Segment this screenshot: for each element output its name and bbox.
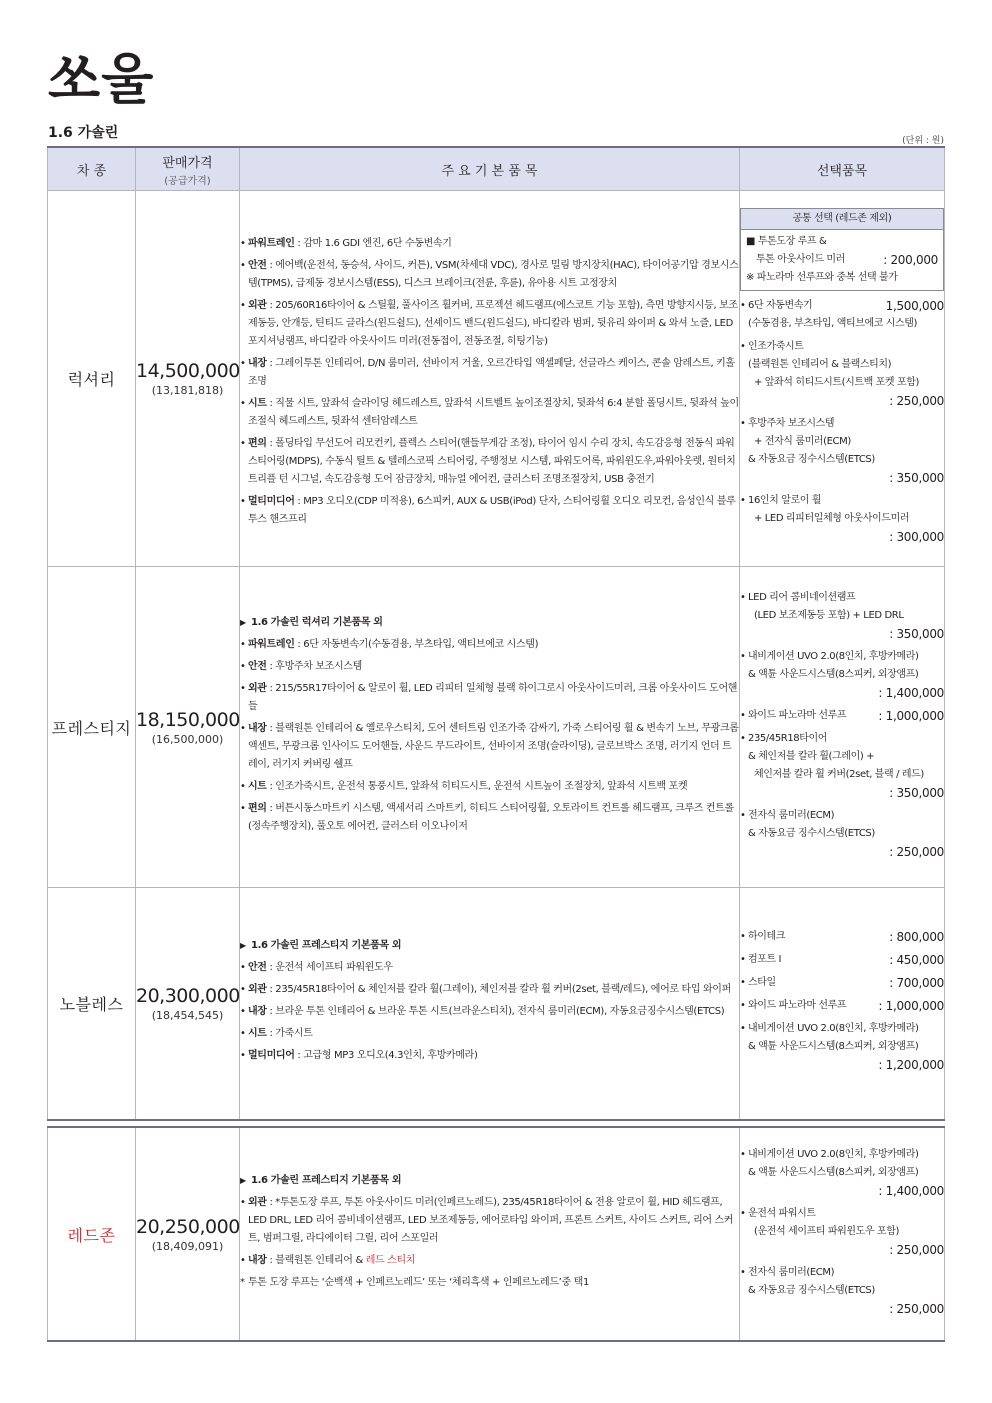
trim-price bbox=[136, 1127, 240, 1341]
option-item: • 내비게이션 UVO 2.0(8인치, 후방카메라) & 액튠 사운드시스템(8스피커, 외장앰프) : 1,400,000 bbox=[740, 648, 944, 702]
option-price: : 200,000 bbox=[883, 253, 938, 267]
trim-name: 럭셔리 bbox=[48, 191, 136, 567]
option-price: : 350,000 bbox=[889, 785, 944, 800]
supply-price: (18,454,545) bbox=[151, 1008, 224, 1022]
option-price: : 1,000,000 bbox=[878, 708, 944, 723]
feature-item: • 내장 : 그레이투톤 인테리어, D/N 룸미러, 선바이저 거울, 오르간타입 액셀페달, 선글라스 케이스, 콘솔 암레스트, 키홀 조명 bbox=[240, 355, 739, 391]
option-item: • 와이드 파노라마 선루프 : 1,000,000 bbox=[740, 997, 944, 1015]
supply-price: (18,409,091) bbox=[151, 1239, 224, 1253]
option-cell bbox=[740, 1127, 945, 1341]
option-price: : 450,000 bbox=[889, 952, 944, 967]
option-item: • 내비게이션 UVO 2.0(8인치, 후방카메라) & 액튠 사운드시스템(8스피커, 외장앰프) : 1,200,000 bbox=[740, 1020, 944, 1074]
feature-heading: ▶ 1.6 가솔린 프레스티지 기본품목 외 bbox=[240, 937, 739, 955]
trim-price bbox=[136, 567, 240, 888]
unit-note: (단위 : 원) bbox=[902, 136, 944, 146]
header-price bbox=[136, 147, 240, 191]
header-trim: 차 종 bbox=[48, 147, 136, 191]
sale-price: 14,500,000 bbox=[136, 360, 240, 382]
feature-item: • 파워트레인 : 감마 1.6 GDI 엔진, 6단 수동변속기 bbox=[240, 235, 739, 253]
feature-cell bbox=[240, 567, 740, 888]
option-item: • 6단 자동변속기 1,500,000 (수동겸용, 부츠타입, 액티브에코 시스템) bbox=[740, 297, 944, 333]
feature-item: • 내장 : 블랙원톤 인테리어 & 레드 스티치 bbox=[240, 1252, 739, 1270]
option-price: : 800,000 bbox=[889, 929, 944, 944]
option-cell bbox=[740, 888, 945, 1120]
page-title: 쏘울 bbox=[48, 48, 155, 111]
sale-price: 20,250,000 bbox=[136, 1215, 240, 1238]
option-cell bbox=[740, 567, 945, 888]
option-price: : 250,000 bbox=[889, 1242, 944, 1257]
option-price: : 1,200,000 bbox=[878, 1057, 944, 1072]
option-item: • 235/45R18타이어 & 체인저블 칼라 휠(그레이) + 체인저블 칼라 휠 커버(2set, 블랙 / 레드) : 350,000 bbox=[740, 730, 944, 802]
common-option-note: ※ 파노라마 선루프와 중복 선택 불가 bbox=[746, 272, 898, 283]
feature-item: • 멀티미디어 : 고급형 MP3 오디오(4.3인치, 후방카메라) bbox=[240, 1047, 739, 1065]
sale-price: 18,150,000 bbox=[136, 708, 240, 731]
option-price: 1,500,000 bbox=[885, 299, 944, 313]
feature-item: • 파워트레인 : 6단 자동변속기(수동겸용, 부츠타입, 액티브에코 시스템) bbox=[240, 636, 739, 654]
table-header-row bbox=[48, 147, 945, 191]
option-item: • 내비게이션 UVO 2.0(8인치, 후방카메라) & 액튠 사운드시스템(8스피커, 외장앰프) : 1,400,000 bbox=[740, 1146, 944, 1200]
option-price: : 1,400,000 bbox=[878, 1183, 944, 1198]
option-price: : 1,400,000 bbox=[878, 685, 944, 700]
header-price-label: 판매가격 bbox=[162, 155, 213, 171]
option-item: • 후방주차 보조시스템 + 전자식 룸미러(ECM) & 자동요금 징수시스템(ETCS) : 350,000 bbox=[740, 415, 944, 487]
feature-item: • 외관 : *투톤도장 루프, 투톤 아웃사이드 미러(인페르노레드), 235/45R18타이어 & 전용 알로이 휠, HID 헤드램프, LED DRL, LED 리어 콤비네이션램프, LED 보조제동등, 에어로타입 와이퍼, 프론트 스커트, 사이드 스커트, 리어 스커트, 범퍼그릴, 라디에이터 그릴, 리어 스포일러 bbox=[240, 1194, 739, 1248]
feature-item: • 편의 : 폴딩타입 무선도어 리모컨키, 플렉스 스티어(핸들무게감 조정), 타이어 임시 수리 장치, 속도감응형 전동식 파워 스티어링(MDPS), 수동식 틸트 & 텔레스코픽 스티어링, 주행정보 시스템, 파워도어록, 파워윈도우,파워아웃렛, 원터치 트리플 턴 시그널, 속도감응형 도어 잠금장치, 매뉴얼 에어컨, 클러스터 조명조절장치, USB 충전기 bbox=[240, 435, 739, 489]
feature-item: • 시트 : 인조가죽시트, 운전석 통풍시트, 앞좌석 히티드시트, 운전석 시트높이 조절장치, 앞좌석 시트백 포켓 bbox=[240, 778, 739, 796]
trim-price bbox=[136, 888, 240, 1120]
table-row-luxury bbox=[48, 191, 945, 567]
feature-heading: ▶ 1.6 가솔린 프레스티지 기본품목 외 bbox=[240, 1172, 739, 1190]
option-item: • LED 리어 콤비네이션램프 (LED 보조제동등 포함) + LED DRL : 350,000 bbox=[740, 589, 944, 643]
option-price: : 300,000 bbox=[889, 530, 944, 544]
feature-item: • 안전 : 운전석 세이프티 파워윈도우 bbox=[240, 959, 739, 977]
trim-name: 프레스티지 bbox=[48, 567, 136, 888]
feature-item: • 외관 : 215/55R17타이어 & 알로이 휠, LED 리피터 일체형 블랙 하이그로시 아웃사이드미러, 크롬 아웃사이드 도어핸들 bbox=[240, 680, 739, 716]
feature-item: • 멀티미디어 : MP3 오디오(CDP 미적용), 6스피커, AUX & USB(iPod) 단자, 스티어링휠 오디오 리모컨, 음성인식 블루투스 핸즈프리 bbox=[240, 493, 739, 529]
option-price: : 350,000 bbox=[889, 626, 944, 641]
supply-price: (13,181,818) bbox=[151, 384, 224, 397]
feature-item: • 안전 : 에어백(운전석, 동승석, 사이드, 커튼), VSM(차세대 VDC), 경사로 밀림 방지장치(HAC), 타이어공기압 경보시스템(TPMS), 급제동 경보시스템(ESS), 디스크 브레이크(전륜, 후륜), 유아용 시트 고정장치 bbox=[240, 257, 739, 293]
option-price: : 700,000 bbox=[889, 975, 944, 990]
option-cell bbox=[740, 191, 945, 567]
feature-item: • 외관 : 235/45R18타이어 & 체인저블 칼라 휠(그레이), 체인저블 칼라 휠 커버(2set, 블랙/레드), 에어로 타입 와이퍼 bbox=[240, 981, 739, 999]
feature-item: • 내장 : 브라운 투톤 인테리어 & 브라운 투톤 시트(브라운스티치), 전자식 룸미러(ECM), 자동요금징수시스템(ETCS) bbox=[240, 1003, 739, 1021]
table-row-prestige bbox=[48, 567, 945, 888]
trim-price bbox=[136, 191, 240, 567]
price-table bbox=[47, 146, 945, 1121]
header-price-sub: (공급가격) bbox=[164, 175, 211, 187]
option-price: : 350,000 bbox=[889, 471, 944, 485]
option-item: • 스타일 : 700,000 bbox=[740, 974, 944, 992]
feature-item: • 외관 : 205/60R16타이어 & 스틸휠, 풀사이즈 휠커버, 프로젝션 헤드램프(에스코트 기능 포함), 측면 방향지시등, 보조제동등, 안개등, 틴티드 글라스(윈드쉴드), 선셰이드 밴드(윈드쉴드), 바디칼라 범퍼, 뒷유리 와이퍼 & 와셔 노즐, LED 포지셔닝램프, 바디칼라 아웃사이드 미러(전동접이, 전동조절, 히팅기능) bbox=[240, 297, 739, 351]
feature-cell bbox=[240, 191, 740, 567]
table-row-noblesse bbox=[48, 888, 945, 1120]
option-item: • 하이테크 : 800,000 bbox=[740, 928, 944, 946]
feature-item: • 안전 : 후방주차 보조시스템 bbox=[240, 658, 739, 676]
feature-item: • 편의 : 버튼시동스마트키 시스템, 액세서리 스마트키, 히티드 스티어링휠, 오토라이트 컨트롤 헤드램프, 크루즈 컨트롤(정속주행장치), 풀오토 에어컨, 클러스터 이오나이저 bbox=[240, 800, 739, 836]
feature-item: • 시트 : 직물 시트, 앞좌석 슬라이딩 헤드레스트, 앞좌석 시트벨트 높이조절장치, 뒷좌석 6:4 분할 폴딩시트, 뒷좌석 높이조절식 헤드레스트, 뒷좌석 센터암레스트 bbox=[240, 395, 739, 431]
sale-price: 20,300,000 bbox=[136, 984, 240, 1007]
option-item: • 전자식 룸미러(ECM) & 자동요금 징수시스템(ETCS) : 250,000 bbox=[740, 807, 944, 861]
trim-name: 레드존 bbox=[48, 1127, 136, 1341]
option-item: • 16인치 알로이 휠 + LED 리피터일체형 아웃사이드미러 : 300,000 bbox=[740, 492, 944, 546]
trim-name: 노블레스 bbox=[48, 888, 136, 1120]
feature-item: • 시트 : 가죽시트 bbox=[240, 1025, 739, 1043]
option-item: • 전자식 룸미러(ECM) & 자동요금 징수시스템(ETCS) : 250,000 bbox=[740, 1264, 944, 1318]
redzone-table bbox=[47, 1126, 945, 1342]
option-item: • 와이드 파노라마 선루프 : 1,000,000 bbox=[740, 707, 944, 725]
section-subtitle: 1.6 가솔린 bbox=[48, 125, 119, 141]
common-option-title: 공통 선택 (레드존 제외) bbox=[741, 209, 943, 230]
common-option-line: ■ 투톤도장 루프 & bbox=[746, 236, 827, 247]
option-item: • 운전석 파워시트 (운전석 세이프티 파워윈도우 포함) : 250,000 bbox=[740, 1205, 944, 1259]
feature-cell bbox=[240, 1127, 740, 1341]
option-price: : 250,000 bbox=[889, 394, 944, 408]
header-options: 선택품목 bbox=[740, 147, 945, 191]
feature-cell bbox=[240, 888, 740, 1120]
feature-item: • 내장 : 블랙원톤 인테리어 & 옐로우스티치, 도어 센터트림 인조가죽 감싸기, 가죽 스티어링 휠 & 변속기 노브, 무광크롬 액센트, 무광크롬 인사이드 도어핸들, 사운드 무드라이트, 선바이저 조명(슬라이딩), 글로브박스 조명, 러기지 언더 트레이, 러기지 커버링 쉘프 bbox=[240, 720, 739, 774]
option-item: • 인조가죽시트 (블랙원톤 인테리어 & 블랙스티치) + 앞좌석 히티드시트(시트백 포켓 포함) : 250,000 bbox=[740, 338, 944, 410]
feature-note: * 투톤 도장 루프는 ‘순백색 + 인페르노레드’ 또는 ‘체리흑색 + 인페르노레드’중 택1 bbox=[240, 1274, 739, 1292]
option-price: : 250,000 bbox=[889, 1301, 944, 1316]
option-price: : 250,000 bbox=[889, 844, 944, 859]
feature-heading: ▶ 1.6 가솔린 럭셔리 기본품목 외 bbox=[240, 614, 739, 632]
option-price: : 1,000,000 bbox=[878, 998, 944, 1013]
option-item: • 컴포트 I : 450,000 bbox=[740, 951, 944, 969]
table-row-redzone bbox=[48, 1127, 945, 1341]
supply-price: (16,500,000) bbox=[151, 732, 224, 746]
header-features: 주 요 기 본 품 목 bbox=[240, 147, 740, 191]
common-option-box: 공통 선택 (레드존 제외) ■ 투톤도장 루프 & 투톤 아웃사이드 미러 : 200,000 ※ 파노라마 선루프와 중복 선택 불가 bbox=[740, 208, 944, 291]
